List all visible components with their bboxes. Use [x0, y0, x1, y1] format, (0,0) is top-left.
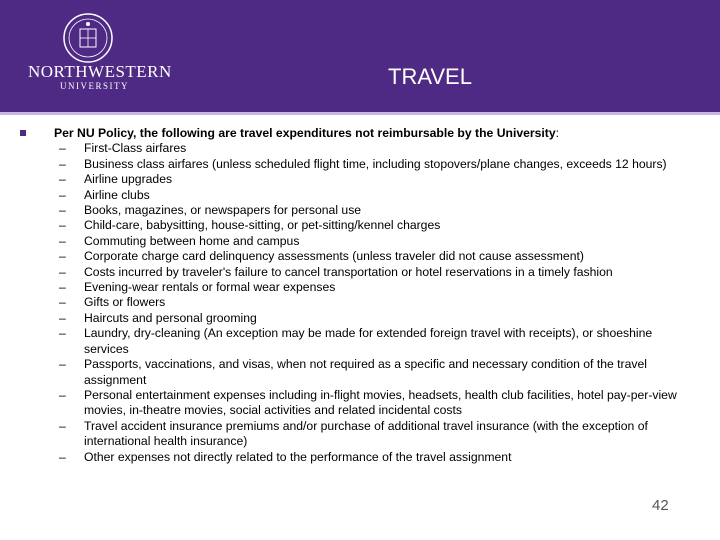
list-item: [59, 156, 700, 172]
slide-content: [20, 126, 700, 465]
list-item: [59, 264, 700, 280]
list-item: [59, 418, 700, 450]
list-item: [59, 203, 700, 218]
list-item: [59, 187, 700, 203]
slide-title: TRAVEL: [388, 64, 472, 89]
list-item-text: Child-care, babysitting, house-sitting, or pet-sitting/kennel charges: [84, 218, 441, 233]
list-item: [59, 326, 700, 357]
dash-bullet: –: [59, 295, 66, 310]
list-item: [59, 449, 700, 465]
list-item-text: Costs incurred by traveler's failure to cancel transportation or hotel reservations in a timely fashion: [84, 264, 613, 279]
dash-bullet: –: [59, 310, 66, 325]
list-item-text: Haircuts and personal grooming: [84, 310, 257, 325]
dash-bullet: –: [59, 387, 66, 402]
list-item-text: Other expenses not directly related to the performance of the travel assignment: [84, 449, 512, 464]
list-item-text: Airline clubs: [84, 187, 150, 202]
list-item-text: First-Class airfares: [84, 141, 187, 156]
list-item: [59, 218, 700, 233]
list-item: [59, 357, 700, 388]
dash-bullet: –: [59, 449, 66, 464]
expense-list: [20, 141, 700, 465]
list-item: [59, 249, 700, 264]
page-number: 42: [652, 497, 669, 514]
header-banner: [0, 0, 720, 115]
list-item: [59, 172, 700, 187]
list-item-text: Books, magazines, or newspapers for personal use: [84, 203, 362, 218]
list-item-text: Gifts or flowers: [84, 295, 166, 310]
list-item-text: Business class airfares (unless scheduled flight time, including stopovers/plane changes, exceeds 12 hours): [84, 156, 667, 171]
square-bullet-icon: [20, 130, 26, 136]
list-item-text: Airline upgrades: [84, 172, 173, 187]
dash-bullet: –: [59, 203, 66, 218]
list-item: [59, 310, 700, 326]
lead-text: Per NU Policy, the following are travel expenditures not reimbursable by the University:: [54, 126, 560, 140]
dash-bullet: –: [59, 233, 66, 248]
lead-paragraph: [20, 126, 700, 141]
list-item: [59, 141, 700, 156]
dash-bullet: –: [59, 187, 66, 202]
list-item-text: Evening-wear rentals or formal wear expenses: [84, 280, 336, 295]
list-item-text: Corporate charge card delinquency assessments (unless traveler did not cause assessment): [84, 249, 584, 264]
list-item-text: Travel accident insurance premiums and/or purchase of additional travel insurance (with the exception of international health insurance): [84, 418, 648, 449]
dash-bullet: –: [59, 141, 66, 156]
dash-bullet: –: [59, 326, 66, 341]
university-seal-icon: [62, 12, 114, 64]
dash-bullet: –: [59, 218, 66, 233]
list-item-text: Laundry, dry-cleaning (An exception may be made for extended foreign travel with receipts), or shoeshine services: [84, 326, 653, 356]
dash-bullet: –: [59, 156, 66, 171]
dash-bullet: –: [59, 280, 66, 295]
logo-wordmark: NORTHWESTERN: [28, 62, 172, 81]
list-item: [59, 295, 700, 310]
list-item-text: Commuting between home and campus: [84, 233, 300, 248]
dash-bullet: –: [59, 264, 66, 279]
logo-subtitle: UNIVERSITY: [60, 81, 129, 91]
list-item: [59, 280, 700, 295]
dash-bullet: –: [59, 249, 66, 264]
dash-bullet: –: [59, 418, 66, 433]
dash-bullet: –: [59, 357, 66, 372]
dash-bullet: –: [59, 172, 66, 187]
list-item-text: Passports, vaccinations, and visas, when not required as a specific and necessary condition of the travel assignment: [84, 357, 647, 387]
list-item-text: Personal entertainment expenses including in-flight movies, headsets, health club facilities, hotel pay-per-view movies, in-theatre movies, social activities and related incidental costs: [84, 387, 677, 418]
list-item: [59, 387, 700, 419]
list-item: [59, 233, 700, 249]
